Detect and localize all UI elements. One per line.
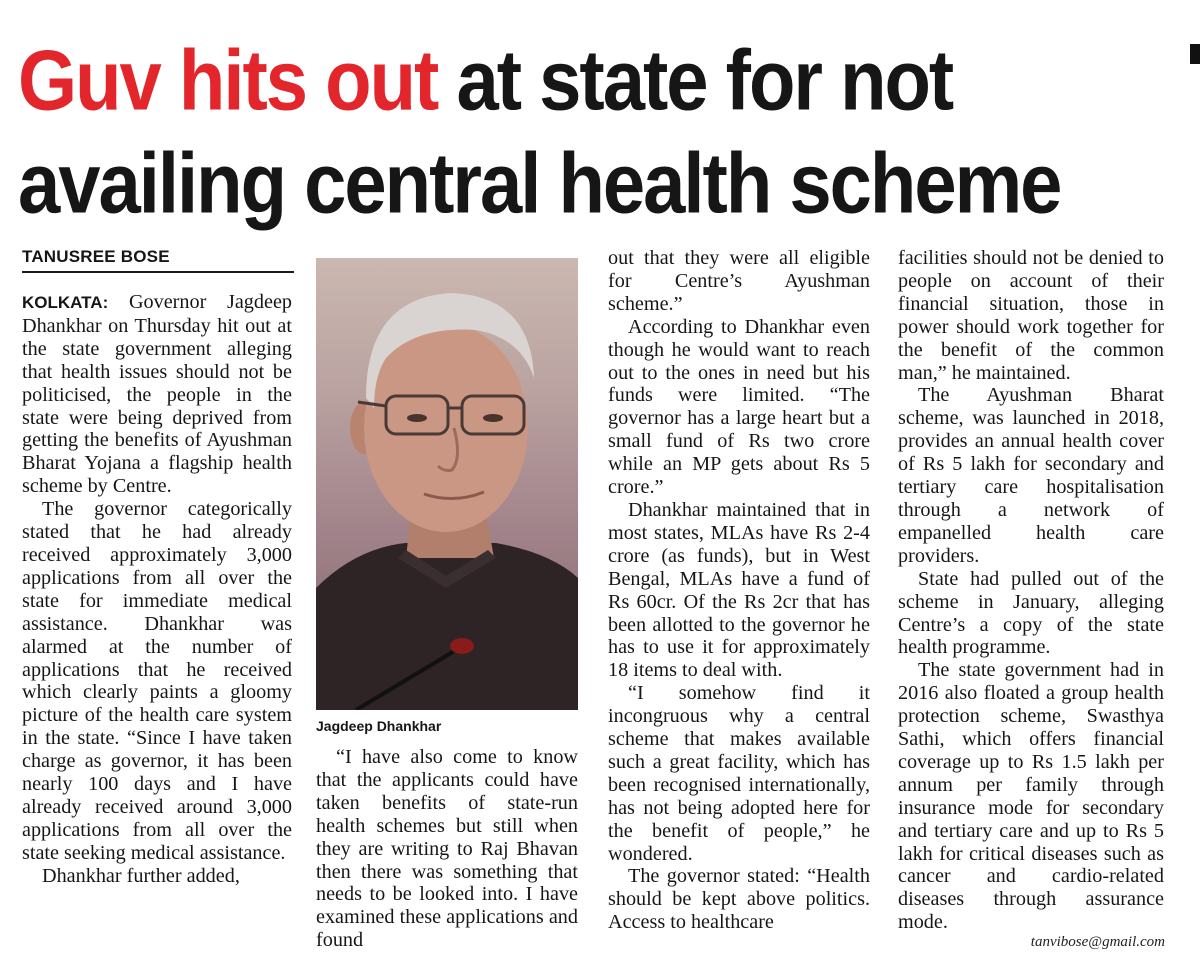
portrait-illustration (316, 258, 578, 710)
paragraph: out that they were all eligible for Centre’s Ayushman scheme.” (608, 247, 870, 315)
headline-highlight: Guv hits out (18, 33, 438, 129)
paragraph-text: Governor Jagdeep Dhankhar on Thursday hit out at the state government alleging that health issues should not be politicised, the people in the state were being deprived from getting the benefits of Ayushman Bharat Yojana a flagship health scheme by Centre. (22, 291, 292, 498)
paragraph: “I have also come to know that the applicants could have taken benefits of state-run health schemes but still when they are writing to Raj Bhavan then there was something that needs to be looked into. I have examined these applications and found (316, 746, 578, 952)
governor-photo (316, 258, 578, 710)
dateline: KOLKATA: (22, 293, 109, 312)
author-email: tanvibose@gmail.com (1030, 934, 1165, 950)
paragraph: State had pulled out of the scheme in January, alleging Centre’s a copy of the state health programme. (898, 567, 1164, 659)
paragraph: “I somehow find it incongruous why a central scheme that makes available such a great facility, which has been recognised internationally, has not being adopted here for the benefit of people,” he wondered. (608, 682, 870, 865)
paragraph: facilities should not be denied to people on account of their financial situation, those in power should work together for the benefit of the common man,” he maintained. (898, 247, 1164, 384)
paragraph: Dhankhar maintained that in most states, MLAs have Rs 2-4 crore (as funds), but in West Bengal, MLAs have a fund of Rs 60cr. Of the Rs 2cr that has been allotted to the governor he has to use it for approximately 18 items to deal with. (608, 498, 870, 682)
paragraph: The governor categorically stated that he had already received approximately 3,000 applications from all over the state for immediate medical assistance. Dhankhar was alarmed at the number of applications that he received which clearly paints a gloomy picture of the health care system in the state. “Since I have taken charge as governor, it has been nearly 100 days and I have already received around 3,000 applications from all over the state seeking medical assistance. (22, 498, 292, 864)
paragraph: Dhankhar further added, (42, 864, 240, 887)
paragraph (22, 291, 292, 498)
byline: TANUSREE BOSE (22, 247, 294, 273)
paragraph: The state government had in 2016 also floated a group health protection scheme, Swasthya Sathi, which offers financial coverage up to Rs 1.5 lakh per annum per family through insurance mode for secondary and tertiary care and up to Rs 5 lakh for critical diseases such as cancer and cardio-related diseases through assurance mode. (898, 659, 1164, 934)
article-column-1 (22, 291, 292, 888)
headline (18, 30, 1193, 236)
photo-caption: Jagdeep Dhankhar (316, 718, 442, 734)
headline-line1-rest: at state for not (456, 33, 953, 129)
paragraph: The Ayushman Bharat scheme, was launched in 2018, provides an annual health cover of Rs 5 lakh for secondary and tertiary care hospitalisation through a network of empanelled health care providers. (898, 384, 1164, 567)
article-column-3 (608, 247, 870, 934)
headline-line2: availing central health scheme (18, 136, 1061, 232)
article-column-4 (898, 247, 1164, 934)
paragraph: The governor stated: “Health should be kept above politics. Access to healthcare (608, 865, 870, 934)
paragraph: According to Dhankhar even though he would want to reach out to the ones in need but his funds were limited. “The governor has a large heart but a small fund of Rs two crore while an MP gets about Rs 5 crore.” (608, 315, 870, 499)
article-column-2 (316, 746, 578, 952)
